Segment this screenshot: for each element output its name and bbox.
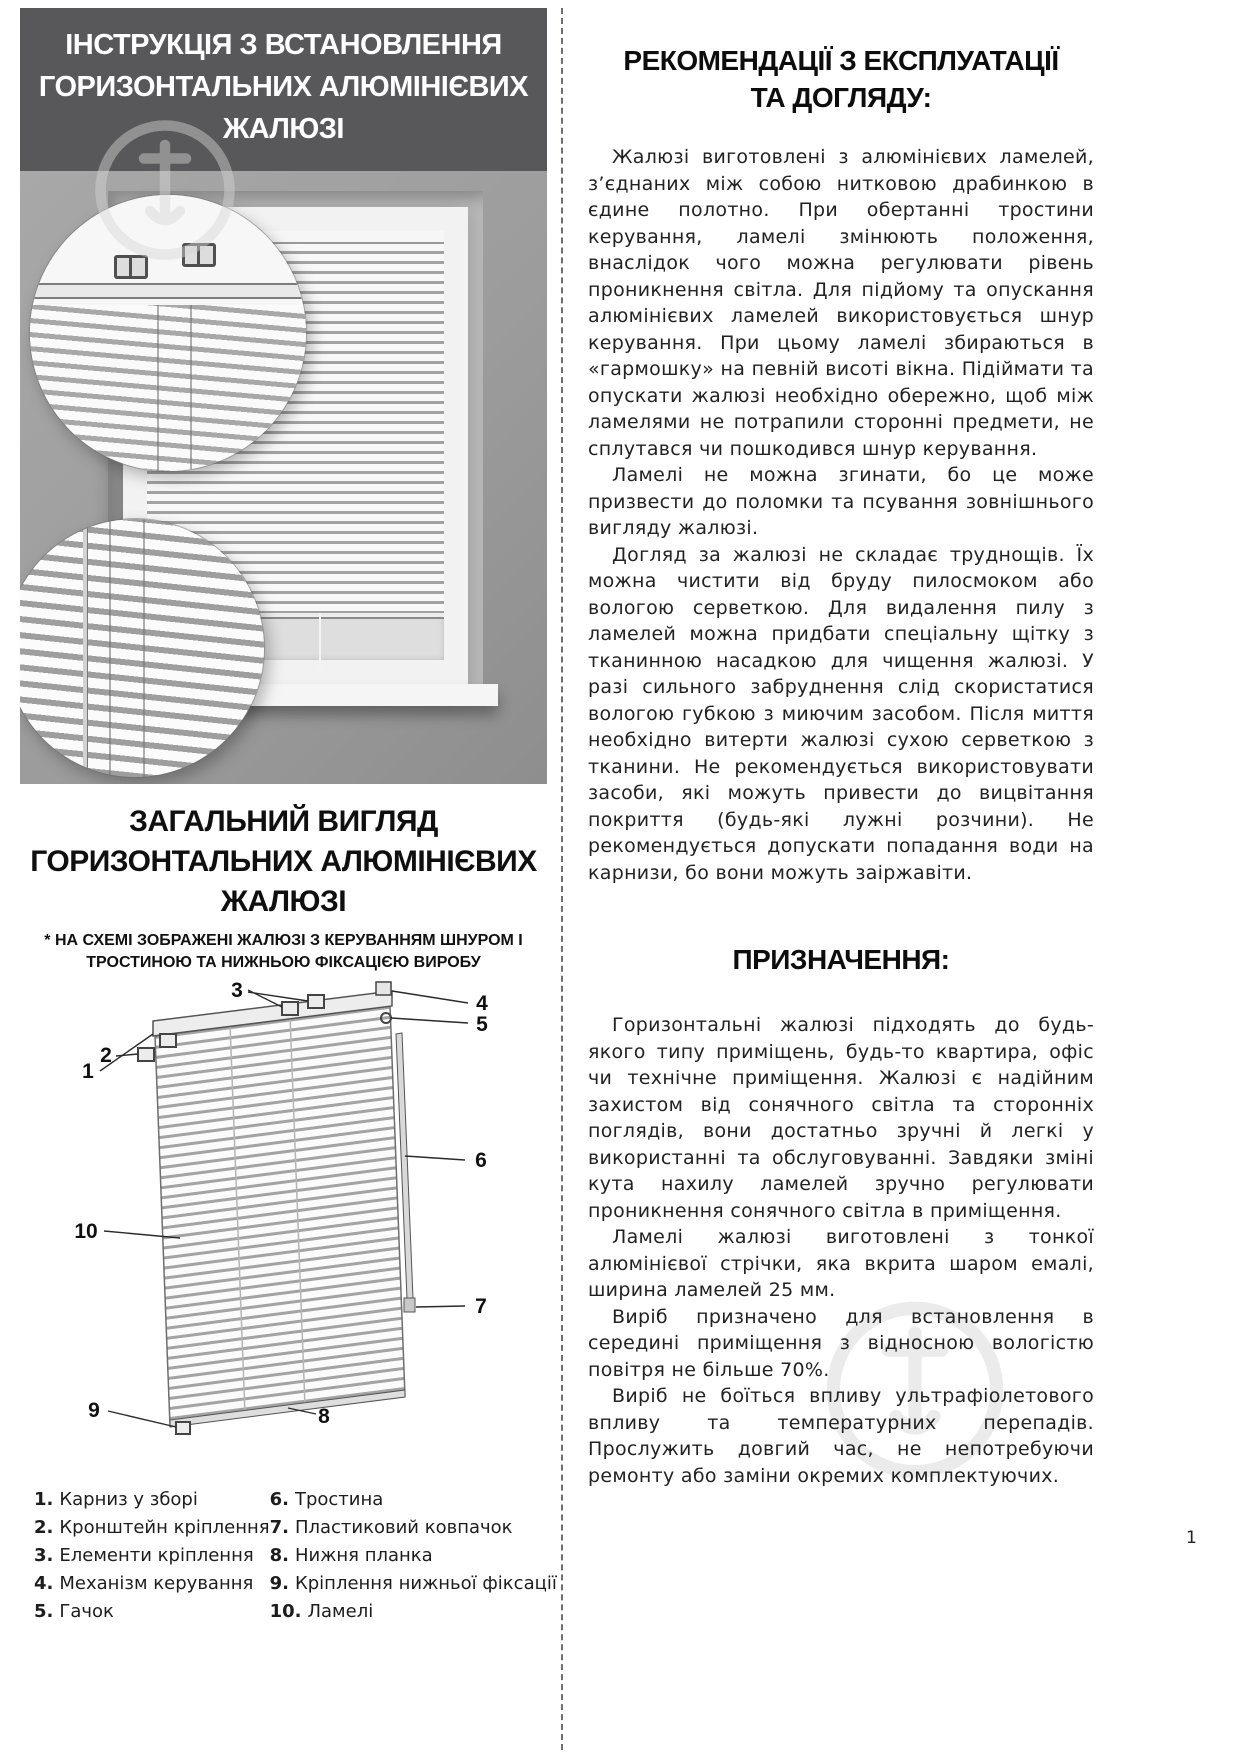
cord-line	[109, 519, 111, 777]
left-column	[20, 8, 557, 1626]
legend-item-number: 3.	[34, 1545, 54, 1566]
diagram-bracket	[160, 1034, 176, 1047]
diagram-label-5: 5	[476, 1013, 488, 1036]
legend-item-label: Кріплення нижньої фіксації	[294, 1573, 557, 1594]
blinds-diagram-drawing	[20, 976, 547, 1476]
wand-line	[83, 519, 87, 777]
overview-title-line-2: ГОРИЗОНТАЛЬНИХ АЛЮМІНІЄВИХ	[30, 845, 537, 878]
legend-item-number: 6.	[269, 1489, 289, 1510]
legend-item	[34, 1514, 270, 1542]
overview-title	[20, 802, 547, 922]
page-number: 1	[1186, 1528, 1197, 1548]
diagram-label-6: 6	[475, 1149, 487, 1172]
diagram-fixing-element	[282, 1002, 298, 1015]
legend-item-number: 2.	[34, 1517, 54, 1538]
cord-line	[143, 519, 145, 777]
legend-item-label: Механізм керування	[59, 1573, 254, 1594]
legend-column-1	[34, 1486, 270, 1626]
purpose-paragraph: Горизонтальні жалюзі підходять до будь-якого типу приміщень, будь-то квартира, офіс чи технічне приміщення. Жалюзі є надійним захистом від сонячного світла та сторонніх поглядів, вони достатньо зручні й легкі у використанні та обслуговуванні. Завдяки зміні кута нахилу ламелей зручно регулювати проникнення сонячного світла в приміщення.	[588, 1014, 1094, 1222]
diagram-label-1: 1	[82, 1060, 94, 1083]
diagram-label-8: 8	[318, 1405, 330, 1428]
legend-item	[34, 1542, 270, 1570]
overview-title-line-1: ЗАГАЛЬНИЙ ВИГЛЯД	[129, 805, 438, 838]
recommendations-paragraph: Ламелі не можна згинати, бо це може призвести до поломки та псування зовнішнього вигляду жалюзі.	[588, 464, 1094, 539]
legend-item-number: 1.	[34, 1489, 54, 1510]
callout-line-4	[392, 991, 468, 1003]
legend-item-label: Гачок	[59, 1601, 114, 1622]
legend-item-label: Ламелі	[307, 1601, 374, 1622]
callout-line-5	[391, 1018, 468, 1023]
recommendations-text	[588, 144, 1094, 886]
purpose-paragraph: Виріб призначено для встановлення в середині приміщення з відносною вологістю повітря не більше 70%.	[588, 1305, 1094, 1381]
overview-note-line-2: ТРОСТИНОЮ ТА НИЖНЬОЮ ФІКСАЦІЄЮ ВИРОБУ	[86, 954, 481, 971]
legend-item-number: 5.	[34, 1601, 54, 1622]
diagram-label-2: 2	[100, 1044, 112, 1067]
header-title-line-3: ЖАЛЮЗІ	[223, 113, 344, 145]
diagram-slats-body	[155, 1006, 405, 1426]
header-title-line-1: ІНСТРУКЦІЯ З ВСТАНОВЛЕННЯ	[65, 29, 502, 61]
recommendations-title	[588, 42, 1094, 116]
legend-item-number: 4.	[34, 1573, 54, 1594]
legend-item-label: Тростина	[294, 1489, 384, 1510]
legend-item-label: Кронштейн кріплення	[59, 1517, 270, 1538]
purpose-paragraph: Виріб не боїться впливу ультрафіолетового впливу та температурних перепадів. Прослужить довгий час, не непотребуючи ремонту або заміни окремих комплектуючих.	[588, 1385, 1094, 1487]
legend-item	[270, 1542, 557, 1570]
diagram-label-3: 3	[231, 979, 243, 1002]
legend-item-label: Пластиковий ковпачок	[294, 1517, 513, 1538]
purpose-title: ПРИЗНАЧЕННЯ:	[732, 944, 950, 975]
diagram-label-10: 10	[74, 1220, 98, 1243]
column-divider	[561, 8, 563, 1750]
legend-item	[270, 1514, 557, 1542]
diagram-bracket	[138, 1048, 154, 1061]
callout-line-9	[108, 1411, 176, 1427]
legend-item-number: 8.	[269, 1545, 289, 1566]
legend-item-number: 7.	[269, 1517, 289, 1538]
diagram-fixing-element	[308, 995, 324, 1008]
circle-slats-area	[30, 305, 306, 471]
diagram-label-7: 7	[475, 1295, 487, 1318]
legend-item-label: Елементи кріплення	[59, 1545, 254, 1566]
callout-line-3	[248, 992, 308, 1001]
parts-legend	[20, 1486, 557, 1626]
purpose-paragraph: Ламелі жалюзі виготовлені з тонкої алюмінієвої стрічки, яка вкрита шаром емалі, ширина ламелей 25 мм.	[588, 1226, 1094, 1301]
header-banner	[20, 8, 547, 171]
recommendations-paragraph: Догляд за жалюзі не складає труднощів. Їх можна чистити від бруду пилосмоком або вологою серветкою. Для видалення пилу з ламелей можна придбати спеціальну щітку з тканинною насадкою для чищення жалюзі. У разі сильного забруднення слід скористатися вологою губкою з миючим засобом. Після миття необхідно витерти жалюзі сухою серветкою з тканини. Не рекомендується використовувати засоби, які можуть привести до вицвітання покриття (будь-які лужні розчини). Не рекомендується допускати попадання води на карнизи, бо вони можуть заіржавіти.	[588, 543, 1094, 884]
diagram-control-mechanism	[376, 982, 391, 995]
blinds-diagram	[20, 976, 547, 1476]
diagram-bottom-fixation	[176, 1422, 190, 1434]
diagram-label-4: 4	[476, 992, 488, 1015]
recommendations-title-line-2: ТА ДОГЛЯДУ:	[750, 82, 932, 113]
mounting-bracket-icon	[114, 255, 148, 279]
cord-line	[157, 305, 159, 471]
callout-line-7	[416, 1306, 465, 1307]
recommendations-paragraph: Жалюзі виготовлені з алюмінієвих ламелей, з’єднаних між собою нитковою драбинкою в єдине полотно. При обертанні тростини керування, ламелі змінюють положення, внаслідок чого можна регулювати рівень проникнення світла. Для підйому та опускання алюмінієвих ламелей використовується шнур керування. При цьому ламелі збираються в «гармошку» на певній висоті вікна. Підіймати та опускати жалюзі необхідно обережно, щоб між ламелями не потрапили сторонні предмети, не сплутався чи пошкодився шнур керування.	[588, 146, 1094, 460]
legend-item	[270, 1486, 557, 1514]
legend-item-number: 10.	[269, 1601, 302, 1622]
purpose-text	[588, 1012, 1094, 1489]
overview-note	[20, 930, 547, 974]
callout-line-6	[405, 1156, 465, 1160]
header-title-line-2: ГОРИЗОНТАЛЬНИХ АЛЮМІНІЄВИХ	[38, 71, 529, 103]
blinds-cord	[319, 613, 321, 669]
diagram-wand-cap	[404, 1298, 415, 1312]
installation-illustration	[20, 171, 547, 784]
mounting-bracket-icon	[182, 243, 216, 267]
circle-headrail-bar	[30, 283, 306, 299]
detail-circle-slats	[20, 519, 264, 777]
callout-line-2	[116, 1054, 138, 1056]
legend-item	[34, 1486, 270, 1514]
legend-item-label: Нижня планка	[294, 1545, 433, 1566]
detail-circle-headrail	[30, 195, 306, 471]
legend-item-number: 9.	[269, 1573, 289, 1594]
cord-line	[190, 305, 192, 471]
legend-item	[34, 1570, 270, 1598]
right-column	[588, 42, 1094, 1489]
diagram-label-9: 9	[88, 1399, 100, 1422]
legend-item	[270, 1598, 557, 1626]
overview-title-line-3: ЖАЛЮЗІ	[220, 885, 347, 918]
recommendations-title-line-1: РЕКОМЕНДАЦІЇ З ЕКСПЛУАТАЦІЇ	[623, 45, 1059, 76]
legend-column-2	[270, 1486, 557, 1626]
legend-item	[34, 1598, 270, 1626]
legend-item	[270, 1570, 557, 1598]
legend-item-label: Карниз у зборі	[59, 1489, 198, 1510]
overview-note-line-1: * НА СХЕМІ ЗОБРАЖЕНІ ЖАЛЮЗІ З КЕРУВАННЯМ ШНУРОМ І	[44, 932, 523, 949]
